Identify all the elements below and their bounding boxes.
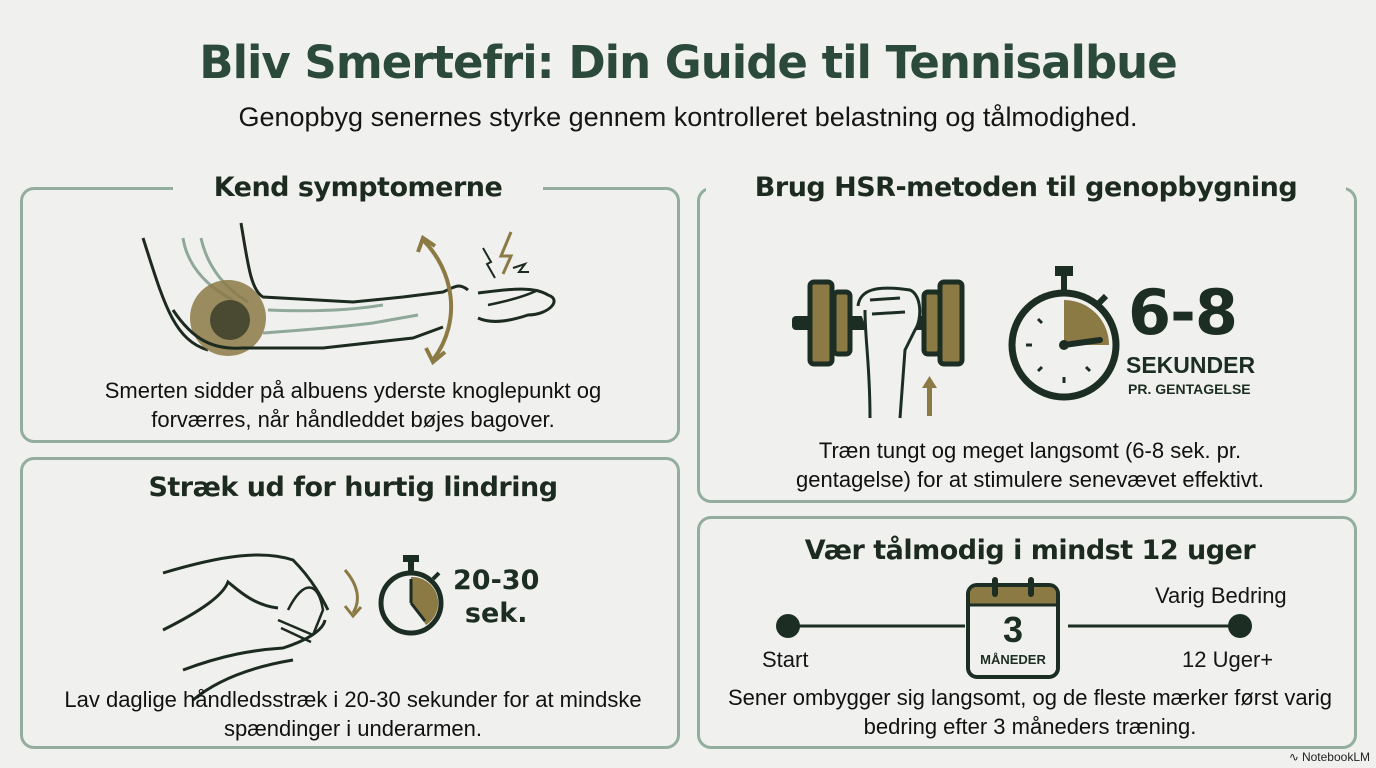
arm-elbow-pain-icon bbox=[23, 190, 683, 390]
stretch-title: Stræk ud for hurtig lindring bbox=[148, 472, 558, 503]
stretch-description: Lav daglige håndledsstræk i 20-30 sekunder for at mindske spændinger i underarmen. bbox=[64, 687, 642, 741]
stopwatch-small-icon bbox=[375, 555, 450, 640]
timeline-start-dot bbox=[776, 614, 800, 638]
symptoms-panel bbox=[20, 172, 680, 443]
stretch-timer bbox=[453, 564, 539, 630]
brand-footer bbox=[1289, 750, 1370, 764]
hsr-unit: SEKUNDER bbox=[1126, 352, 1256, 378]
stretch-timer-unit: sek. bbox=[464, 598, 528, 629]
timeline-end-top-label: Varig Bedring bbox=[1155, 583, 1287, 608]
calendar-number: 3 bbox=[1002, 609, 1024, 650]
stretch-panel bbox=[20, 457, 680, 749]
hsr-description: Træn tungt og meget langsomt (6-8 sek. pr. gentagelse) for at stimulere senevævet effektivt. bbox=[796, 438, 1264, 492]
dumbbell-icon bbox=[700, 190, 1000, 440]
brand-label: NotebookLM bbox=[1301, 750, 1370, 764]
page-title: Bliv Smertefri: Din Guide til Tennisalbue bbox=[199, 36, 1177, 89]
page-subtitle: Genopbyg senernes styrke gennem kontrolleret belastning og tålmodighed. bbox=[238, 102, 1138, 132]
symptoms-description: Smerten sidder på albuens yderste knoglepunkt og forværres, når håndleddet bøjes bagover. bbox=[104, 378, 602, 432]
notebooklm-logo-icon: ∿ bbox=[1288, 750, 1299, 764]
timeline-end-dot bbox=[1228, 614, 1252, 638]
timeline-end-bottom-label: 12 Uger+ bbox=[1182, 647, 1274, 672]
stretch-timer-value: 20-30 bbox=[453, 565, 540, 596]
patience-title: Vær tålmodig i mindst 12 uger bbox=[804, 535, 1256, 566]
hsr-unit-sub: PR. GENTAGELSE bbox=[1128, 381, 1251, 397]
stopwatch-icon bbox=[1000, 264, 1120, 404]
calendar-label: MÅNEDER bbox=[980, 652, 1046, 667]
patience-description: Sener ombygger sig langsomt, og de fleste mærker først varig bedring efter 3 måneders træning. bbox=[727, 685, 1333, 739]
hsr-panel bbox=[697, 172, 1357, 503]
hsr-title: Brug HSR-metoden til genopbygning bbox=[706, 172, 1346, 203]
timeline-start-label: Start bbox=[762, 647, 809, 672]
patience-panel bbox=[697, 516, 1357, 749]
wrist-stretch-icon bbox=[23, 460, 353, 690]
symptoms-title: Kend symptomerne bbox=[173, 172, 543, 203]
hsr-big-number: 6-8 bbox=[1128, 276, 1238, 349]
